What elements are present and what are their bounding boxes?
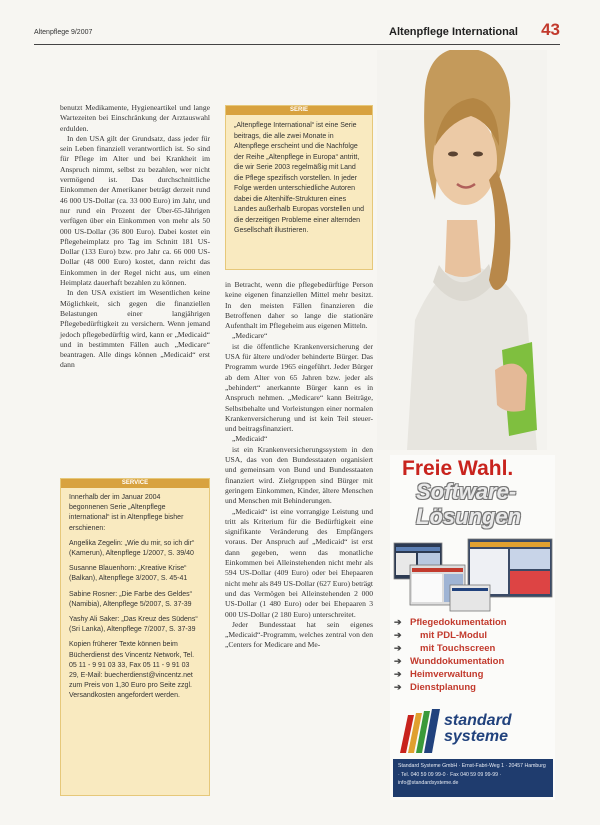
service-label: SERVICE (61, 479, 209, 488)
paragraph: Jeder Bundesstaat hat sein eigenes „Medicaid“-Programm, welches zentral von den „Centers for Medicare and Me- (225, 619, 373, 650)
nurse-illustration (377, 50, 547, 450)
page-number: 43 (541, 20, 560, 39)
article-column-middle (225, 280, 373, 651)
paragraph: In den USA existiert im Wesentlichen keine Möglichkeit, sich gegen die finanziellen Belastungen einer langjährigen Pflegebedürftigkeit zu versichern. Wenn jemand jedoch pflegebedürftig wird, kann er „Medicaid“ und in bestimmten Fällen auch „Medicare“ beantragen. Alle dings können „Medicaid“ erst dann (60, 288, 210, 370)
feature-item: ➔ mit Touchscreen (394, 643, 496, 654)
ad-contact-bar: Standard Systeme GmbH · Ernst-Fabri-Weg 1 · 20457 Hamburg · Tel. 040 59 09 99-0 · Fax 040 59 09 99-99 · info@standardsysteme.de (393, 759, 553, 797)
arrow-right-icon: ➔ (394, 656, 402, 666)
paragraph: In den USA gilt der Grundsatz, dass jeder für sein Leben finanziell verantwortlich ist. So sind für Pflege im Alter und bei Krankheit im Anspruch nimmt, selbst zu bezahlen, wer nicht vermögend ist. Das durchschnittliche Einkommen der Amerikaner beträgt derzeit rund 46 000 US-Dollar (ca. 33 000 Euro) im Jahr, und nur rund ein Prozent der Über-65-Jährigen verfügen über ein Einkommen von mehr als 50 000 US-Dollar (36 800 Euro). Dabei kostet ein Pflegeheimplatz pro Tag im Schnitt 181 US-Dollar (133 Euro) bzw. pro Jahr ca. 66 000 US-Dollar (48 000 Euro) kostet, dann reicht das Einkommen in der Regel nicht aus, um einen Heimplatz dauerhaft bezahlen zu können. (60, 133, 210, 288)
ad-headline: Freie Wahl. (402, 457, 514, 480)
service-entry: Innerhalb der im Januar 2004 begonnenen Serie „Altenpflege international“ ist in Altenpflege bisher erschienen: (69, 494, 184, 532)
subheading-medicare: „Medicare“ (232, 331, 268, 341)
software-screenshots-illustration (390, 535, 555, 615)
serie-text: „Altenpflege International“ ist eine Serie beitrags, die alle zwei Monate in Altenpflege erscheint und die Nachfolge der Reihe „Altenpflege in Europa“ antritt, die wir Serie 2003 regelmäßig mit Land die Pflege spezifisch vorstellen. In jeder Folge werden unterschiedliche Autoren dabei die Altenhilfe-Strukturen eines Landes außerhalb Europas vorstellen und die derzeitigen Probleme einer alternden Gesellschaft illustrieren. (234, 122, 364, 234)
logo-text-systeme: systeme (444, 728, 509, 745)
service-entry: Kopien früherer Texte können beim Bücherdienst des Vincentz Network, Tel. 05 11 - 9 91 03 33, Fax 05 11 - 9 91 03 29, E-Mail: buecherdienst@vincentz.net zum Preis von 1,30 Euro pro Seite zzgl. Versandkosten angefordert werden. (69, 641, 195, 700)
feature-item: ➔ mit PDL-Modul (394, 630, 488, 641)
standard-systeme-logo (398, 707, 548, 757)
ad-software-line1: Software- (416, 479, 517, 504)
paragraph: „Medicaid“ ist eine vorrangige Leistung und tritt als Kriterium für die Bedürftigkeit eine signifikante Veränderung des Empfängers voraus. Der Anspruch auf „Medicaid“ ist erst dann gegeben, wenn das monatliche Einkommen bei Alleinstehenden nicht mehr als 594 US-Dollar (409 Euro) oder bei Ehepaaren nicht mehr als 849 US-Dollar (627 Euro) beträgt und das Vermögen bei Alleinstehenden 2 000 US-Dollar (1 480 Euro) oder bei Ehepaaren 3 000 US-Dollar (2 180 Euro) unterschreitet. (225, 506, 373, 619)
paragraph: ist ein Krankenversicherungssystem in den USA, das von den Bundesstaaten organisiert und gemeinsam von Bund und Bundesstaaten finanziert wird. Zielgruppen sind Bürger mit geringem Einkommen, Kinder, ältere Menschen und Menschen mit Behinderungen. (225, 444, 373, 506)
ad-software-line2: Lösungen (416, 504, 522, 529)
service-entry: Susanne Blauenhorn: „Kreative Krise“ (Balkan), Altenpflege 3/2007, S. 45-41 (69, 565, 188, 583)
subheading-medicaid: „Medicaid“ (232, 434, 268, 444)
ad-feature-list (394, 617, 554, 695)
arrow-right-icon: ➔ (394, 643, 402, 653)
paragraph: in Betracht, wenn die pflegebedürftige Person keine eigenen finanziellen Mittel mehr besitzt. In den meisten Fällen finanzieren die Betroffenen daher so lange die stationäre Aufenthalt im Pflegeheim aus eigenen Mitteln. (225, 280, 373, 331)
service-entry: Yashy Ali Saker: „Das Kreuz des Südens“ (Sri Lanka), Altenpflege 7/2007, S. 37-39 (69, 616, 198, 634)
logo-text-standard: standard (444, 712, 512, 729)
magazine-title: Altenpflege International (389, 26, 518, 38)
feature-item: ➔ Pflegedokumentation (394, 617, 507, 628)
feature-item: ➔ Dienstplanung (394, 682, 476, 693)
service-box (60, 478, 210, 796)
logo-mark-icon (398, 709, 442, 755)
header-rule (34, 44, 560, 45)
issue-label: Altenpflege 9/2007 (34, 29, 93, 36)
feature-item: ➔ Heimverwaltung (394, 669, 484, 680)
paragraph: benutzt Medikamente, Hygieneartikel und lange Wartezeiten bei Einschränkung der Arztauswahl erdulden. (60, 103, 210, 133)
paragraph: ist die öffentliche Krankenversicherung der USA für ältere und/oder behinderte Bürger. Das Programm wurde 1965 eingeführt. Jeder Bürger ab dem Alter von 65 Jahren bzw. jeder als „behindert“ anerkannte Bürger kann es in Anspruch nehmen. „Medicare“ kann Beiträge, Selbstbehalte und Vorleistungen einer normalen Krankenversicherung und ist kein Teil steuer- und beitragsfinanziert. (225, 341, 373, 434)
arrow-right-icon: ➔ (394, 669, 402, 679)
nurse-photo (377, 50, 547, 450)
page-header (34, 20, 560, 42)
article-column-left (60, 103, 210, 371)
serie-label: SERIE (226, 106, 372, 115)
arrow-right-icon: ➔ (394, 630, 402, 640)
service-entry: Sabine Rosner: „Die Farbe des Geldes“ (Namibia), Altenpflege 5/2007, S. 37-39 (69, 590, 192, 608)
service-body (61, 488, 209, 707)
feature-item: ➔ Wunddokumentation (394, 656, 505, 667)
service-entry: Angelika Zegelin: „Wie du mir, so ich dir“ (Kamerun), Altenpflege 1/2007, S. 39/40 (69, 539, 195, 558)
serie-box (225, 105, 373, 270)
arrow-right-icon: ➔ (394, 617, 402, 627)
software-advertisement[interactable] (390, 455, 555, 800)
arrow-right-icon: ➔ (394, 682, 402, 692)
